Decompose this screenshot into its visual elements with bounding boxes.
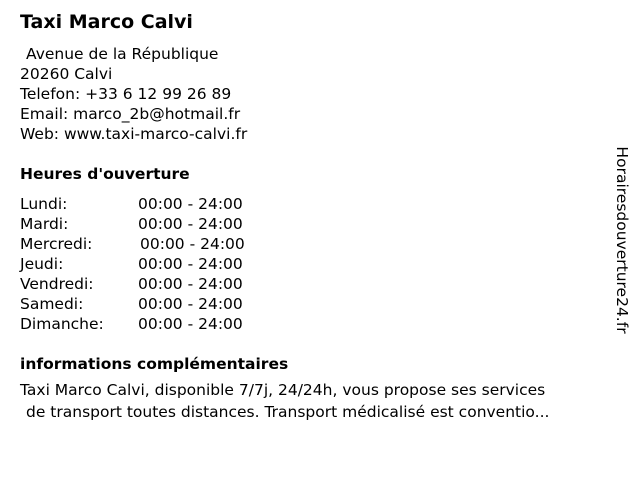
info-line: de transport toutes distances. Transport médicalisé est conventio... — [26, 403, 550, 421]
hours-row — [20, 234, 320, 254]
time-range: 00:00 - 24:00 — [140, 235, 245, 253]
day-label: Mardi: — [20, 215, 69, 233]
day-label: Jeudi: — [20, 255, 64, 273]
street-address: Avenue de la République — [26, 45, 219, 63]
time-range: 00:00 - 24:00 — [138, 275, 243, 293]
hours-heading: Heures d'ouverture — [20, 165, 190, 183]
info-line: Taxi Marco Calvi, disponible 7/7j, 24/24h, vous propose ses services — [20, 381, 546, 399]
business-name: Taxi Marco Calvi — [20, 11, 193, 33]
day-label: Vendredi: — [20, 275, 94, 293]
info-heading: informations complémentaires — [20, 355, 289, 373]
website: Web: www.taxi-marco-calvi.fr — [20, 125, 248, 143]
hours-row — [20, 274, 320, 294]
city: 20260 Calvi — [20, 65, 113, 83]
time-range: 00:00 - 24:00 — [138, 195, 243, 213]
day-label: Dimanche: — [20, 315, 104, 333]
email: Email: marco_2b@hotmail.fr — [20, 105, 241, 123]
time-range: 00:00 - 24:00 — [138, 315, 243, 333]
hours-row — [20, 254, 320, 274]
day-label: Samedi: — [20, 295, 84, 313]
hours-row — [20, 214, 320, 234]
site-watermark: Horairesdouverture24.fr — [613, 146, 631, 334]
phone: Telefon: +33 6 12 99 26 89 — [20, 85, 232, 103]
hours-row — [20, 194, 320, 214]
time-range: 00:00 - 24:00 — [138, 255, 243, 273]
time-range: 00:00 - 24:00 — [138, 295, 243, 313]
day-label: Mercredi: — [20, 235, 93, 253]
day-label: Lundi: — [20, 195, 68, 213]
info-text — [20, 379, 620, 423]
hours-row — [20, 314, 320, 334]
hours-table — [20, 194, 320, 334]
contact-block — [20, 44, 247, 144]
hours-row — [20, 294, 320, 314]
time-range: 00:00 - 24:00 — [138, 215, 243, 233]
